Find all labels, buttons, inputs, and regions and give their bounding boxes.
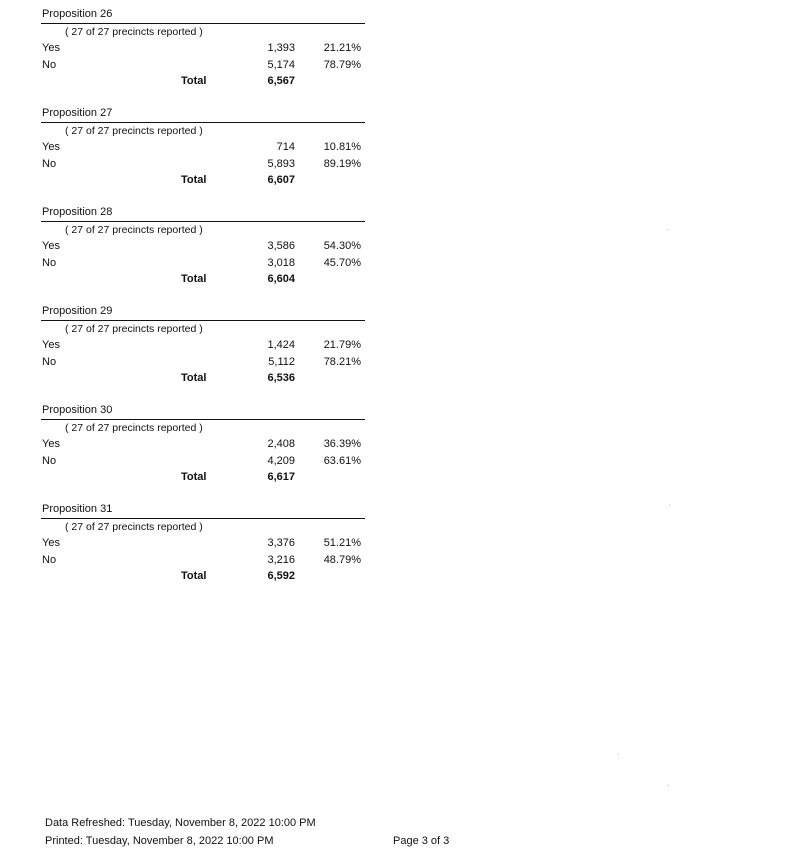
vote-count: 3,376 <box>267 537 295 549</box>
result-row-no <box>41 554 365 568</box>
vote-count: 714 <box>276 141 295 153</box>
result-row-yes <box>41 339 365 353</box>
result-row-yes <box>41 42 365 56</box>
result-row-no <box>41 59 365 73</box>
vote-percent: 54.30% <box>323 240 361 252</box>
choice-label: No <box>42 59 57 71</box>
vote-count: 1,424 <box>267 339 295 351</box>
vote-count: 5,174 <box>267 59 295 71</box>
divider <box>41 518 365 519</box>
result-row-no <box>41 356 365 370</box>
vote-count: 3,018 <box>267 257 295 269</box>
result-row-yes <box>41 438 365 452</box>
vote-count: 4,209 <box>267 455 295 467</box>
total-label: Total <box>181 570 207 582</box>
result-row-no <box>41 455 365 469</box>
contest-title: Proposition 27 <box>42 107 113 119</box>
choice-label: Yes <box>42 42 60 54</box>
contest-proposition-26 <box>41 8 365 96</box>
total-label: Total <box>181 174 207 186</box>
choice-label: No <box>42 455 57 467</box>
vote-percent: 89.19% <box>323 158 361 170</box>
choice-label: Yes <box>42 537 60 549</box>
total-votes: 6,567 <box>267 75 295 87</box>
result-row-no <box>41 257 365 271</box>
choice-label: Yes <box>42 141 60 153</box>
total-votes: 6,604 <box>267 273 295 285</box>
vote-percent: 51.21% <box>323 537 361 549</box>
scan-speck <box>668 785 669 786</box>
choice-label: No <box>42 554 57 566</box>
vote-percent: 36.39% <box>323 438 361 450</box>
total-votes: 6,536 <box>267 372 295 384</box>
divider <box>41 320 365 321</box>
contest-title: Proposition 31 <box>42 503 113 515</box>
contest-proposition-28 <box>41 206 365 294</box>
precincts-reported: ( 27 of 27 precincts reported ) <box>65 323 203 335</box>
result-row-total <box>41 570 365 584</box>
total-votes: 6,592 <box>267 570 295 582</box>
total-label: Total <box>181 273 207 285</box>
choice-label: Yes <box>42 339 60 351</box>
result-row-yes <box>41 240 365 254</box>
choice-label: No <box>42 356 57 368</box>
contest-proposition-31 <box>41 503 365 591</box>
result-row-total <box>41 471 365 485</box>
precincts-reported: ( 27 of 27 precincts reported ) <box>65 125 203 137</box>
vote-percent: 45.70% <box>323 257 361 269</box>
vote-count: 5,893 <box>267 158 295 170</box>
total-votes: 6,617 <box>267 471 295 483</box>
scan-speck <box>618 754 619 755</box>
vote-count: 3,586 <box>267 240 295 252</box>
contest-proposition-29 <box>41 305 365 393</box>
result-row-no <box>41 158 365 172</box>
vote-percent: 63.61% <box>323 455 361 467</box>
vote-percent: 21.79% <box>323 339 361 351</box>
divider <box>41 221 365 222</box>
choice-label: Yes <box>42 438 60 450</box>
vote-percent: 10.81% <box>323 141 361 153</box>
choice-label: No <box>42 257 57 269</box>
scan-speck <box>669 505 670 506</box>
result-row-yes <box>41 141 365 155</box>
precincts-reported: ( 27 of 27 precincts reported ) <box>65 224 203 236</box>
total-label: Total <box>181 372 207 384</box>
vote-percent: 48.79% <box>323 554 361 566</box>
vote-percent: 78.79% <box>323 59 361 71</box>
contest-proposition-27 <box>41 107 365 195</box>
total-votes: 6,607 <box>267 174 295 186</box>
result-row-total <box>41 372 365 386</box>
divider <box>41 419 365 420</box>
choice-label: Yes <box>42 240 60 252</box>
vote-count: 2,408 <box>267 438 295 450</box>
choice-label: No <box>42 158 57 170</box>
vote-count: 5,112 <box>268 356 295 368</box>
precincts-reported: ( 27 of 27 precincts reported ) <box>65 26 203 38</box>
data-refreshed-text: Data Refreshed: Tuesday, November 8, 2022 10:00 PM <box>45 817 316 829</box>
result-row-total <box>41 75 365 89</box>
contest-title: Proposition 26 <box>42 8 113 20</box>
scan-speck <box>667 229 668 230</box>
vote-percent: 78.21% <box>323 356 361 368</box>
precincts-reported: ( 27 of 27 precincts reported ) <box>65 521 203 533</box>
divider <box>41 122 365 123</box>
total-label: Total <box>181 471 207 483</box>
contest-title: Proposition 28 <box>42 206 113 218</box>
contest-title: Proposition 30 <box>42 404 113 416</box>
printed-text: Printed: Tuesday, November 8, 2022 10:00 PM <box>45 835 274 847</box>
vote-percent: 21.21% <box>323 42 361 54</box>
result-row-total <box>41 273 365 287</box>
contest-proposition-30 <box>41 404 365 492</box>
divider <box>41 23 365 24</box>
contest-title: Proposition 29 <box>42 305 113 317</box>
precincts-reported: ( 27 of 27 precincts reported ) <box>65 422 203 434</box>
result-row-yes <box>41 537 365 551</box>
page-number: Page 3 of 3 <box>393 835 450 847</box>
total-label: Total <box>181 75 207 87</box>
result-row-total <box>41 174 365 188</box>
vote-count: 1,393 <box>267 42 295 54</box>
vote-count: 3,216 <box>267 554 295 566</box>
